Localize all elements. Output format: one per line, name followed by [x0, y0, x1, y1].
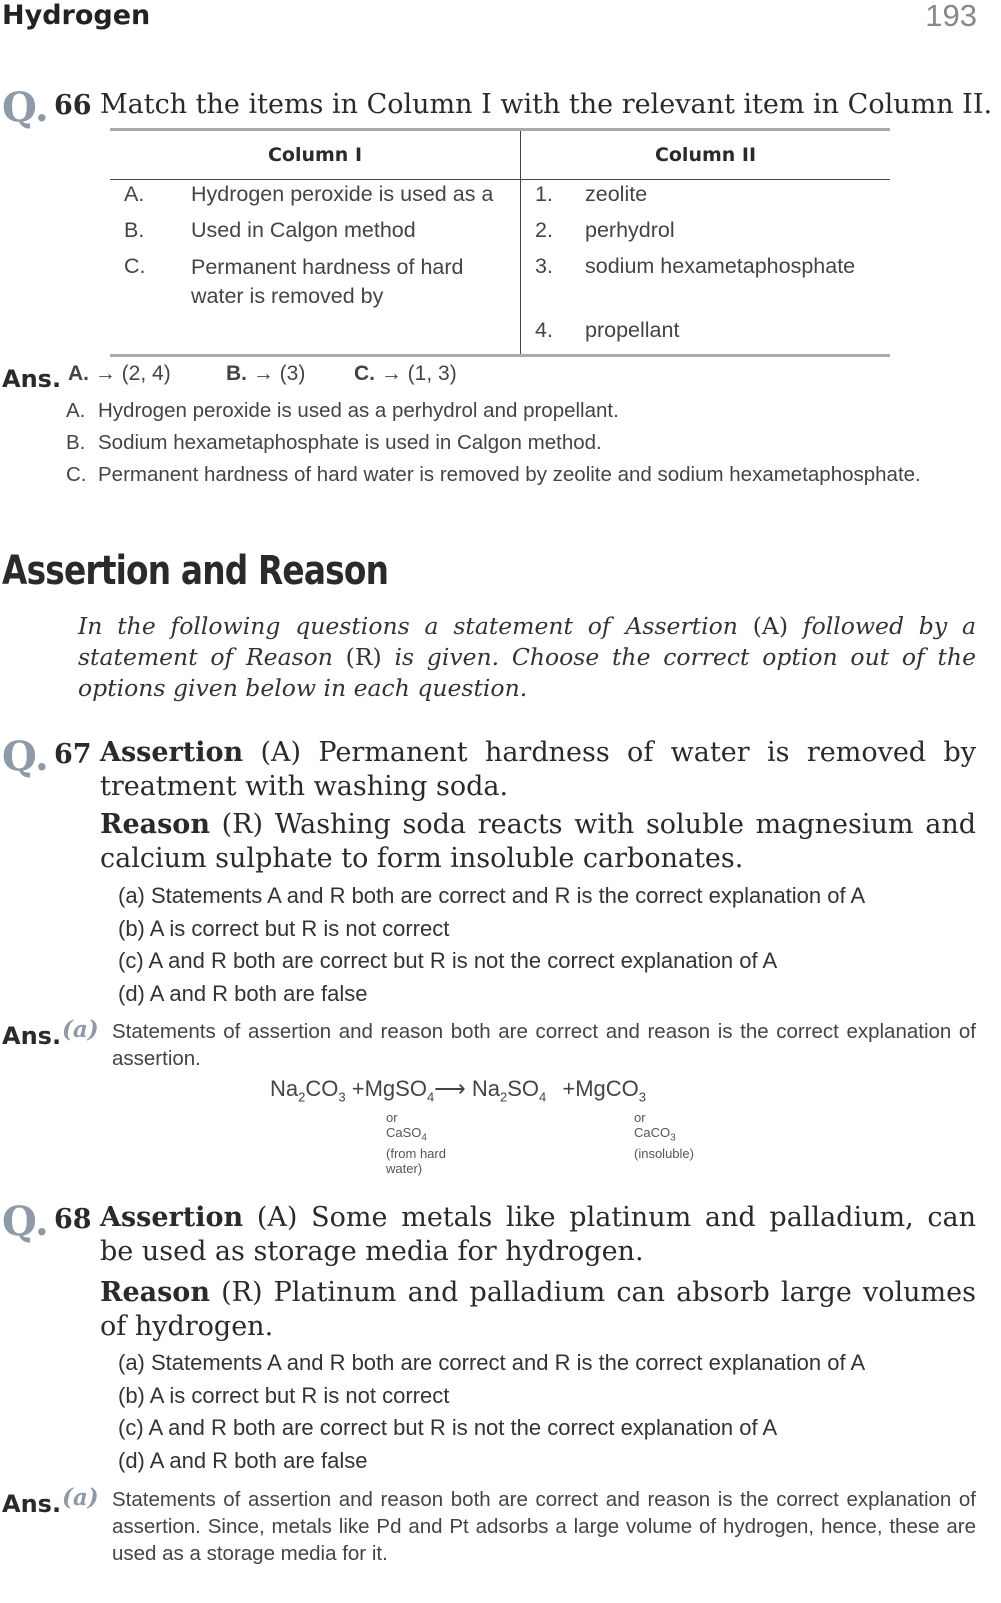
explanation-c: C. Permanent hardness of hard water is removed by zeolite and sodium hexametaphosphate.: [66, 463, 921, 486]
question-mark-q66: Q.: [2, 84, 49, 131]
col2-row-4: 4. propellant: [535, 318, 680, 342]
option-b: (b) A is correct but R is not correct: [118, 915, 450, 941]
question-text-q66: Match the items in Column I with the relevant item in Column II.: [100, 89, 993, 120]
col1-row-b: B. Used in Calgon method: [124, 218, 416, 242]
answer-label-q66: Ans.: [2, 365, 62, 393]
option-c: (c) A and R both are correct but R is not the correct explanation of A: [118, 948, 778, 973]
option-a: (a) Statements A and R both are correct and R is the correct explanation of A: [118, 883, 866, 908]
col1-row-c: C. Permanent hardness of hard water is removed by: [124, 254, 464, 308]
assertion-q68: Assertion (A) Some metals like platinum and palladium, can be used as storage media for hydrogen.: [100, 1202, 976, 1267]
answer-explanations-q66: [66, 397, 976, 488]
column-1-header: Column I: [110, 131, 521, 180]
col1-row-a: A. Hydrogen peroxide is used as a: [124, 182, 494, 206]
assertion-q67: Assertion (A) Permanent hardness of water is removed by treatment with washing soda.: [100, 737, 976, 802]
question-number-q67: 67: [54, 739, 92, 770]
match-table: [110, 128, 890, 357]
section-intro: In the following questions a statement of Assertion (A) followed by a statement of Reason (R) is given. Choose the correct option out of the options given below in each question.: [78, 612, 976, 702]
chemical-equation: $Na_2CO_3$ +MgSO$_4$⟶ $Na_2SO_4$ +MgCO$_3$: [270, 1076, 647, 1105]
options-q68: [118, 1347, 865, 1477]
col2-row-3: 3. sodium hexametaphosphate: [535, 254, 856, 278]
answer-letter-q67: (a): [62, 1016, 99, 1043]
option-d: (d) A and R both are false: [118, 980, 368, 1006]
answer-text-q68: Statements of assertion and reason both are correct and reason is the correct explanation of assertion. Since, metals like Pd and Pt adsorbs a large volume of hydrogen, hence, these are used as a storage media for it.: [112, 1488, 976, 1565]
option-d: (d) A and R both are false: [118, 1447, 368, 1473]
column-2-header: Column II: [521, 131, 891, 180]
col2-row-1: 1. zeolite: [535, 182, 648, 206]
answer-label-q67: Ans.: [2, 1022, 62, 1050]
options-q67: [118, 880, 865, 1010]
section-title: Assertion and Reason: [2, 548, 389, 594]
answer-label-q68: Ans.: [2, 1490, 62, 1518]
answer-letter-q68: (a): [62, 1484, 99, 1511]
option-b: (b) A is correct but R is not correct: [118, 1382, 450, 1408]
option-a: (a) Statements A and R both are correct and R is the correct explanation of A: [118, 1350, 866, 1375]
option-c: (c) A and R both are correct but R is not the correct explanation of A: [118, 1415, 778, 1440]
question-number-q66: 66: [54, 90, 92, 121]
explanation-b: B. Sodium hexametaphosphate is used in Calgon method.: [66, 431, 602, 454]
page-number: 193: [925, 0, 977, 33]
equation-note-left: or CaSO$_4$ (from hard water): [386, 1110, 446, 1176]
answer-text-q67: Statements of assertion and reason both are correct and reason is the correct explanation of assertion.: [112, 1020, 976, 1070]
explanation-a: A. Hydrogen peroxide is used as a perhydrol and propellant.: [66, 399, 619, 422]
chapter-title: Hydrogen: [2, 0, 151, 31]
question-number-q68: 68: [54, 1204, 92, 1235]
question-mark-q67: Q.: [2, 733, 49, 780]
equation-note-right: or CaCO$_3$ (insoluble): [634, 1110, 694, 1161]
reason-q67: Reason (R) Washing soda reacts with soluble magnesium and calcium sulphate to form insoluble carbonates.: [100, 809, 976, 874]
reason-q68: Reason (R) Platinum and palladium can absorb large volumes of hydrogen.: [100, 1277, 976, 1342]
answer-pairs-q66: A. → (2, 4) B. → (3) C. → (1, 3): [68, 362, 457, 385]
col2-row-2: 2. perhydrol: [535, 218, 675, 242]
question-mark-q68: Q.: [2, 1198, 49, 1245]
